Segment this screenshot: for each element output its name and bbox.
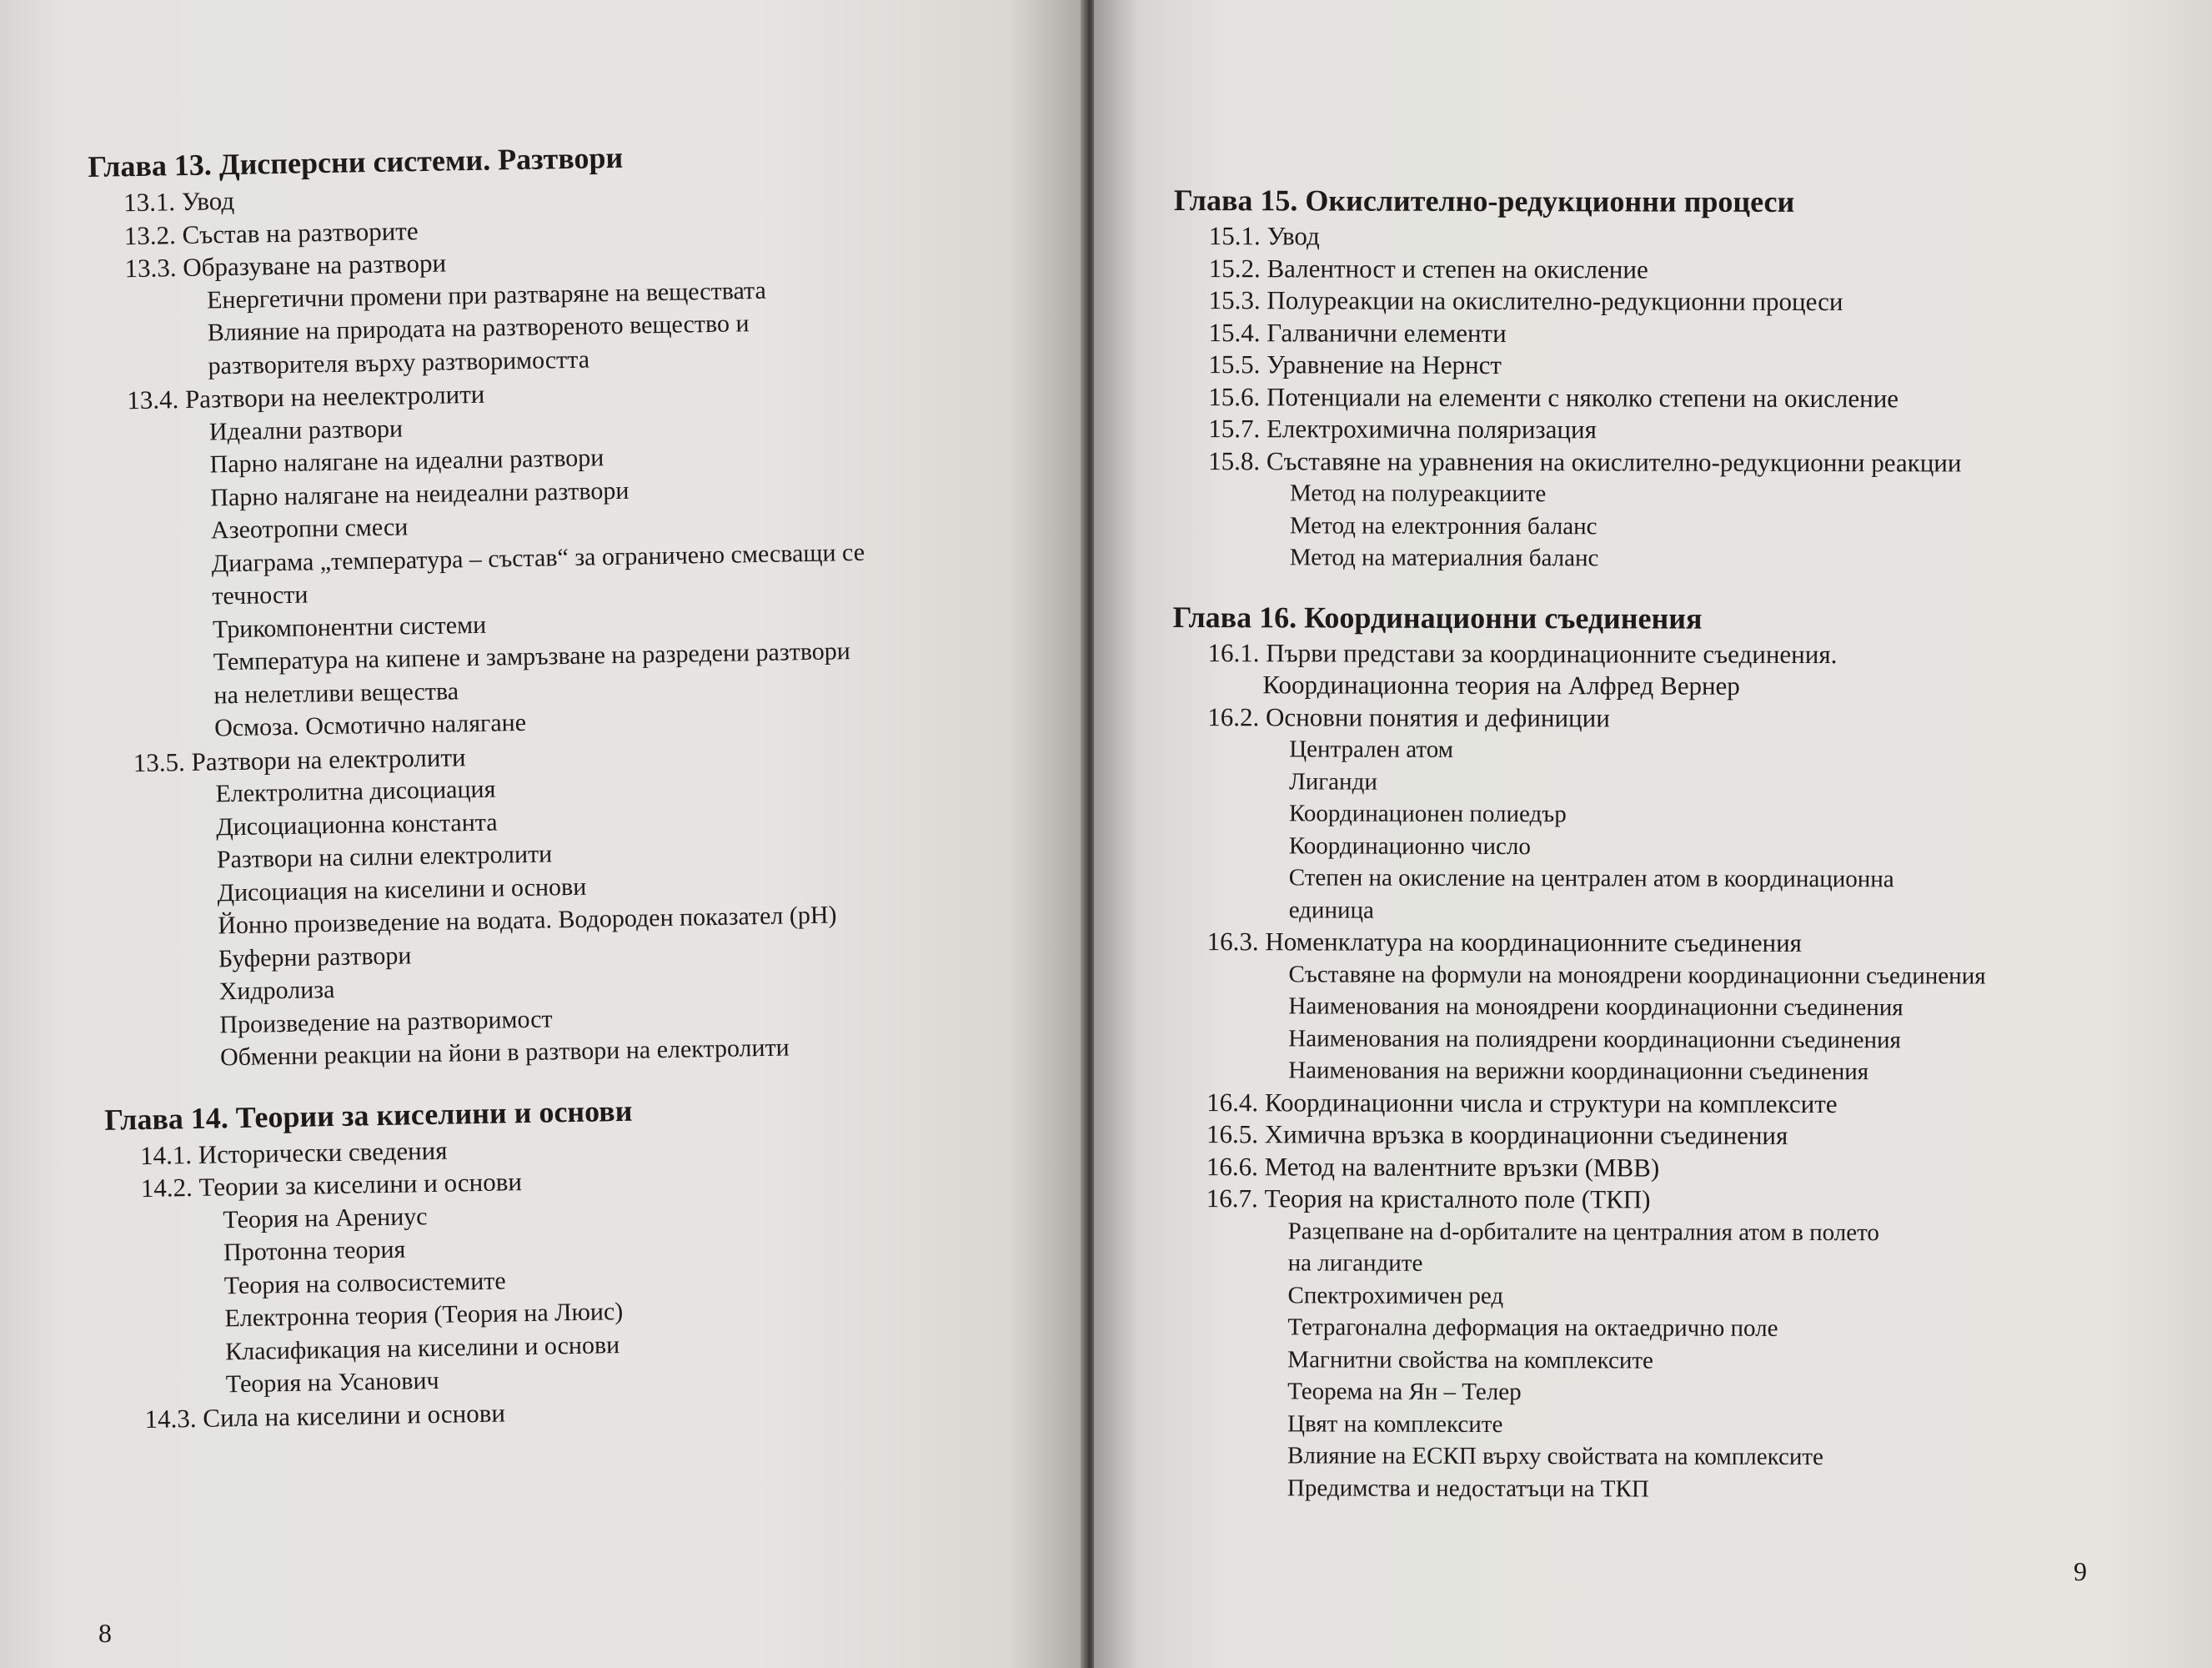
subsection-entry	[1171, 1343, 2175, 1378]
subsection-entry	[1171, 1214, 2176, 1249]
entry-text: 16.7. Теория на кристалното поле (ТКП)	[1206, 1183, 1651, 1214]
subsection-entry	[1171, 1375, 2175, 1410]
section-entry	[1174, 220, 2179, 255]
entry-text: 16.1. Първи представи за координационните съединения.	[1207, 637, 1838, 669]
chapter-title: Глава 15. Окислително-редукционни процеси	[1173, 183, 1795, 219]
entry-text: 13.2. Състав на разтворите	[123, 215, 419, 250]
entry-text: Теория на Арениус	[223, 1202, 428, 1233]
entry-text: Азеотропни смеси	[210, 513, 409, 545]
section-entry	[1172, 701, 2177, 736]
entry-text: Влияние на природата на разтвореното вещество и	[207, 309, 750, 347]
subsection-entry	[1171, 1247, 2176, 1282]
entry-text: 13.3. Образуване на разтвори	[124, 248, 447, 284]
entry-text: Дисоциация на киселини и основи	[217, 872, 587, 907]
entry-text: Теория на солвосистемите	[223, 1266, 506, 1299]
subsection-entry	[1171, 990, 2176, 1025]
entry-text: 15.6. Потенциали на елементи с няколко степени на окисление	[1208, 381, 1899, 413]
subsection-entry	[1173, 477, 2178, 512]
section-entry	[1171, 1150, 2176, 1185]
section-entry	[1172, 636, 2177, 703]
section-entry	[1174, 252, 2179, 287]
entry-continuation: Координационна теория на Алфред Вернер	[1262, 670, 1740, 701]
entry-text: Спектрохимичен ред	[1287, 1281, 1504, 1309]
subsection-entry	[1171, 1407, 2175, 1442]
entry-text: Наименования на моноядрени координационни съединения	[1288, 992, 1904, 1022]
entry-text: Влияние на ЕСКП върху свойствата на комплексите	[1287, 1442, 1823, 1471]
right-page	[1094, 0, 2212, 1668]
section-entry	[1173, 316, 2178, 351]
section-entry	[1171, 1086, 2176, 1121]
entry-text: Координационно число	[1288, 831, 1531, 860]
subsection-entry	[1172, 862, 2177, 897]
entry-text: 13.4. Разтвори на неелектролити	[126, 379, 485, 415]
subsection-entry	[1171, 1054, 2176, 1089]
subsection-entry	[1172, 797, 2177, 832]
entry-text: Предимства и недостатъци на ТКП	[1287, 1474, 1649, 1502]
entry-text: Осмоза. Осмотично налягане	[213, 708, 527, 742]
chapter-title: Глава 13. Дисперсни системи. Разтвори	[88, 140, 624, 183]
entry-text: Електролитна дисоциация	[215, 775, 496, 808]
entry-text: разтворителя върху разтворимостта	[208, 345, 590, 380]
entry-text: Идеални разтвори	[208, 414, 404, 446]
entry-text: 16.6. Метод на валентните връзки (МВВ)	[1206, 1151, 1660, 1183]
entry-text: Разтвори на силни електролити	[216, 840, 553, 874]
section-entry	[1173, 380, 2178, 415]
subsection-entry	[1171, 1471, 2175, 1506]
subsection-entry	[1172, 893, 2177, 928]
entry-text: Произведение на разтворимост	[219, 1004, 553, 1038]
entry-text: Трикомпонентни системи	[212, 610, 487, 643]
entry-text: 15.4. Галванични елементи	[1208, 317, 1507, 348]
entry-text: Дисоциационна константа	[215, 808, 498, 841]
entry-text: Степен на окисление на централен атом в координационна	[1288, 864, 1894, 893]
entry-text: Теорема на Ян – Телер	[1287, 1378, 1522, 1406]
section-entry	[1173, 413, 2178, 448]
subsection-entry	[1173, 509, 2178, 544]
section-entry	[1172, 926, 2177, 961]
subsection-entry	[1172, 765, 2177, 800]
entry-text: 13.5. Разтвори на електролити	[133, 741, 466, 777]
left-page-content	[88, 132, 1081, 1436]
entry-text: Магнитни свойства на комплексите	[1287, 1345, 1653, 1374]
entry-text: 13.1. Увод	[123, 185, 235, 218]
entry-text: Класификация на киселини и основи	[224, 1330, 620, 1365]
section-entry	[1171, 1118, 2176, 1153]
chapter-title: Глава 14. Теории за киселини и основи	[103, 1093, 633, 1137]
subsection-entry	[1171, 1279, 2175, 1314]
right-page-content	[1171, 182, 2179, 1506]
entry-text: Разцепване на d-орбиталите на централния атом в полето	[1287, 1217, 1879, 1246]
entry-text: Температура на кипене и замръзване на разредени разтвори	[213, 637, 851, 676]
entry-text: Обменни реакции на йони в разтвори на електролити	[219, 1033, 790, 1072]
entry-text: Централен атом	[1289, 736, 1454, 763]
entry-text: 15.1. Увод	[1208, 221, 1320, 251]
entry-text: 14.3. Сила на киселини и основи	[144, 1397, 506, 1434]
entry-text: Хидролиза	[218, 975, 335, 1006]
entry-text: Протонна теория	[223, 1235, 406, 1267]
entry-text: Енергетични промени при разтваряне на веществата	[206, 276, 767, 314]
entry-text: 15.5. Уравнение на Нернст	[1208, 349, 1502, 380]
left-page	[0, 0, 1084, 1668]
entry-text: Парно налягане на неидеални разтвори	[210, 476, 629, 511]
entry-text: Тетрагонална деформация на октаедрично поле	[1287, 1314, 1778, 1342]
entry-text: 15.7. Електрохимична поляризация	[1208, 414, 1597, 445]
page-number-right: 9	[2074, 1556, 2087, 1586]
entry-text: Йонно произведение на водата. Водороден показател (pH)	[218, 901, 837, 940]
entry-text: единица	[1288, 896, 1374, 924]
entry-text: 15.3. Полуреакции на окислително-редукционни процеси	[1208, 285, 1843, 317]
entry-text: 16.3. Номенклатура на координационните съединения	[1206, 927, 1803, 957]
entry-text: 16.2. Основни понятия и дефиниции	[1207, 701, 1610, 732]
entry-text: Метод на материалния баланс	[1289, 544, 1599, 572]
entry-text: Координационен полиедър	[1288, 800, 1567, 828]
entry-text: 16.4. Координационни числа и структури на комплексите	[1206, 1087, 1838, 1118]
section-entry	[1173, 445, 2178, 480]
entry-text: Буферни разтвори	[218, 941, 412, 972]
entry-text: 16.5. Химична връзка в координационни съединения	[1206, 1119, 1788, 1150]
entry-text: Теория на Усанович	[225, 1366, 439, 1399]
page-number-left: 8	[98, 1618, 112, 1648]
entry-text: на нелетливи вещества	[213, 676, 459, 709]
entry-text: на лигандите	[1287, 1249, 1423, 1277]
section-entry	[1174, 284, 2179, 319]
entry-text: Метод на електронния баланс	[1289, 511, 1598, 540]
entry-text: Диаграма „температура – състав“ за ограничено смесващи се	[211, 538, 865, 577]
subsection-entry	[1173, 541, 2178, 576]
subsection-entry	[1171, 957, 2176, 992]
entry-text: 14.2. Теории за киселини и основи	[140, 1167, 523, 1203]
entry-text: Съставяне на формули на моноядрени координационни съединения	[1288, 960, 1986, 990]
entry-text: 15.8. Съставяне на уравнения на окислително-редукционни реакции	[1208, 445, 1962, 477]
section-entry	[1173, 349, 2178, 384]
entry-text: Метод на полуреакциите	[1289, 480, 1547, 508]
subsection-entry	[1172, 733, 2177, 768]
entry-text: 15.2. Валентност и степен на окисление	[1208, 253, 1648, 284]
subsection-entry	[1171, 1439, 2175, 1475]
entry-text: Наименования на верижни координационни съединения	[1288, 1057, 1869, 1086]
subsection-entry	[1171, 1022, 2176, 1057]
entry-text: течности	[212, 580, 308, 610]
subsection-entry	[1171, 1311, 2175, 1346]
subsection-entry	[1172, 829, 2177, 864]
entry-text: Лиганди	[1289, 767, 1377, 796]
entry-text: Парно налягане на идеални разтвори	[209, 444, 604, 479]
entry-text: 14.1. Исторически сведения	[139, 1135, 448, 1170]
section-entry	[1171, 1183, 2176, 1218]
entry-text: Наименования на полиядрени координационни съединения	[1288, 1024, 1901, 1053]
chapter-title: Глава 16. Координационни съединения	[1172, 600, 1703, 636]
entry-text: Електронна теория (Теория на Люис)	[224, 1298, 624, 1333]
entry-text: Цвят на комплексите	[1287, 1409, 1503, 1438]
